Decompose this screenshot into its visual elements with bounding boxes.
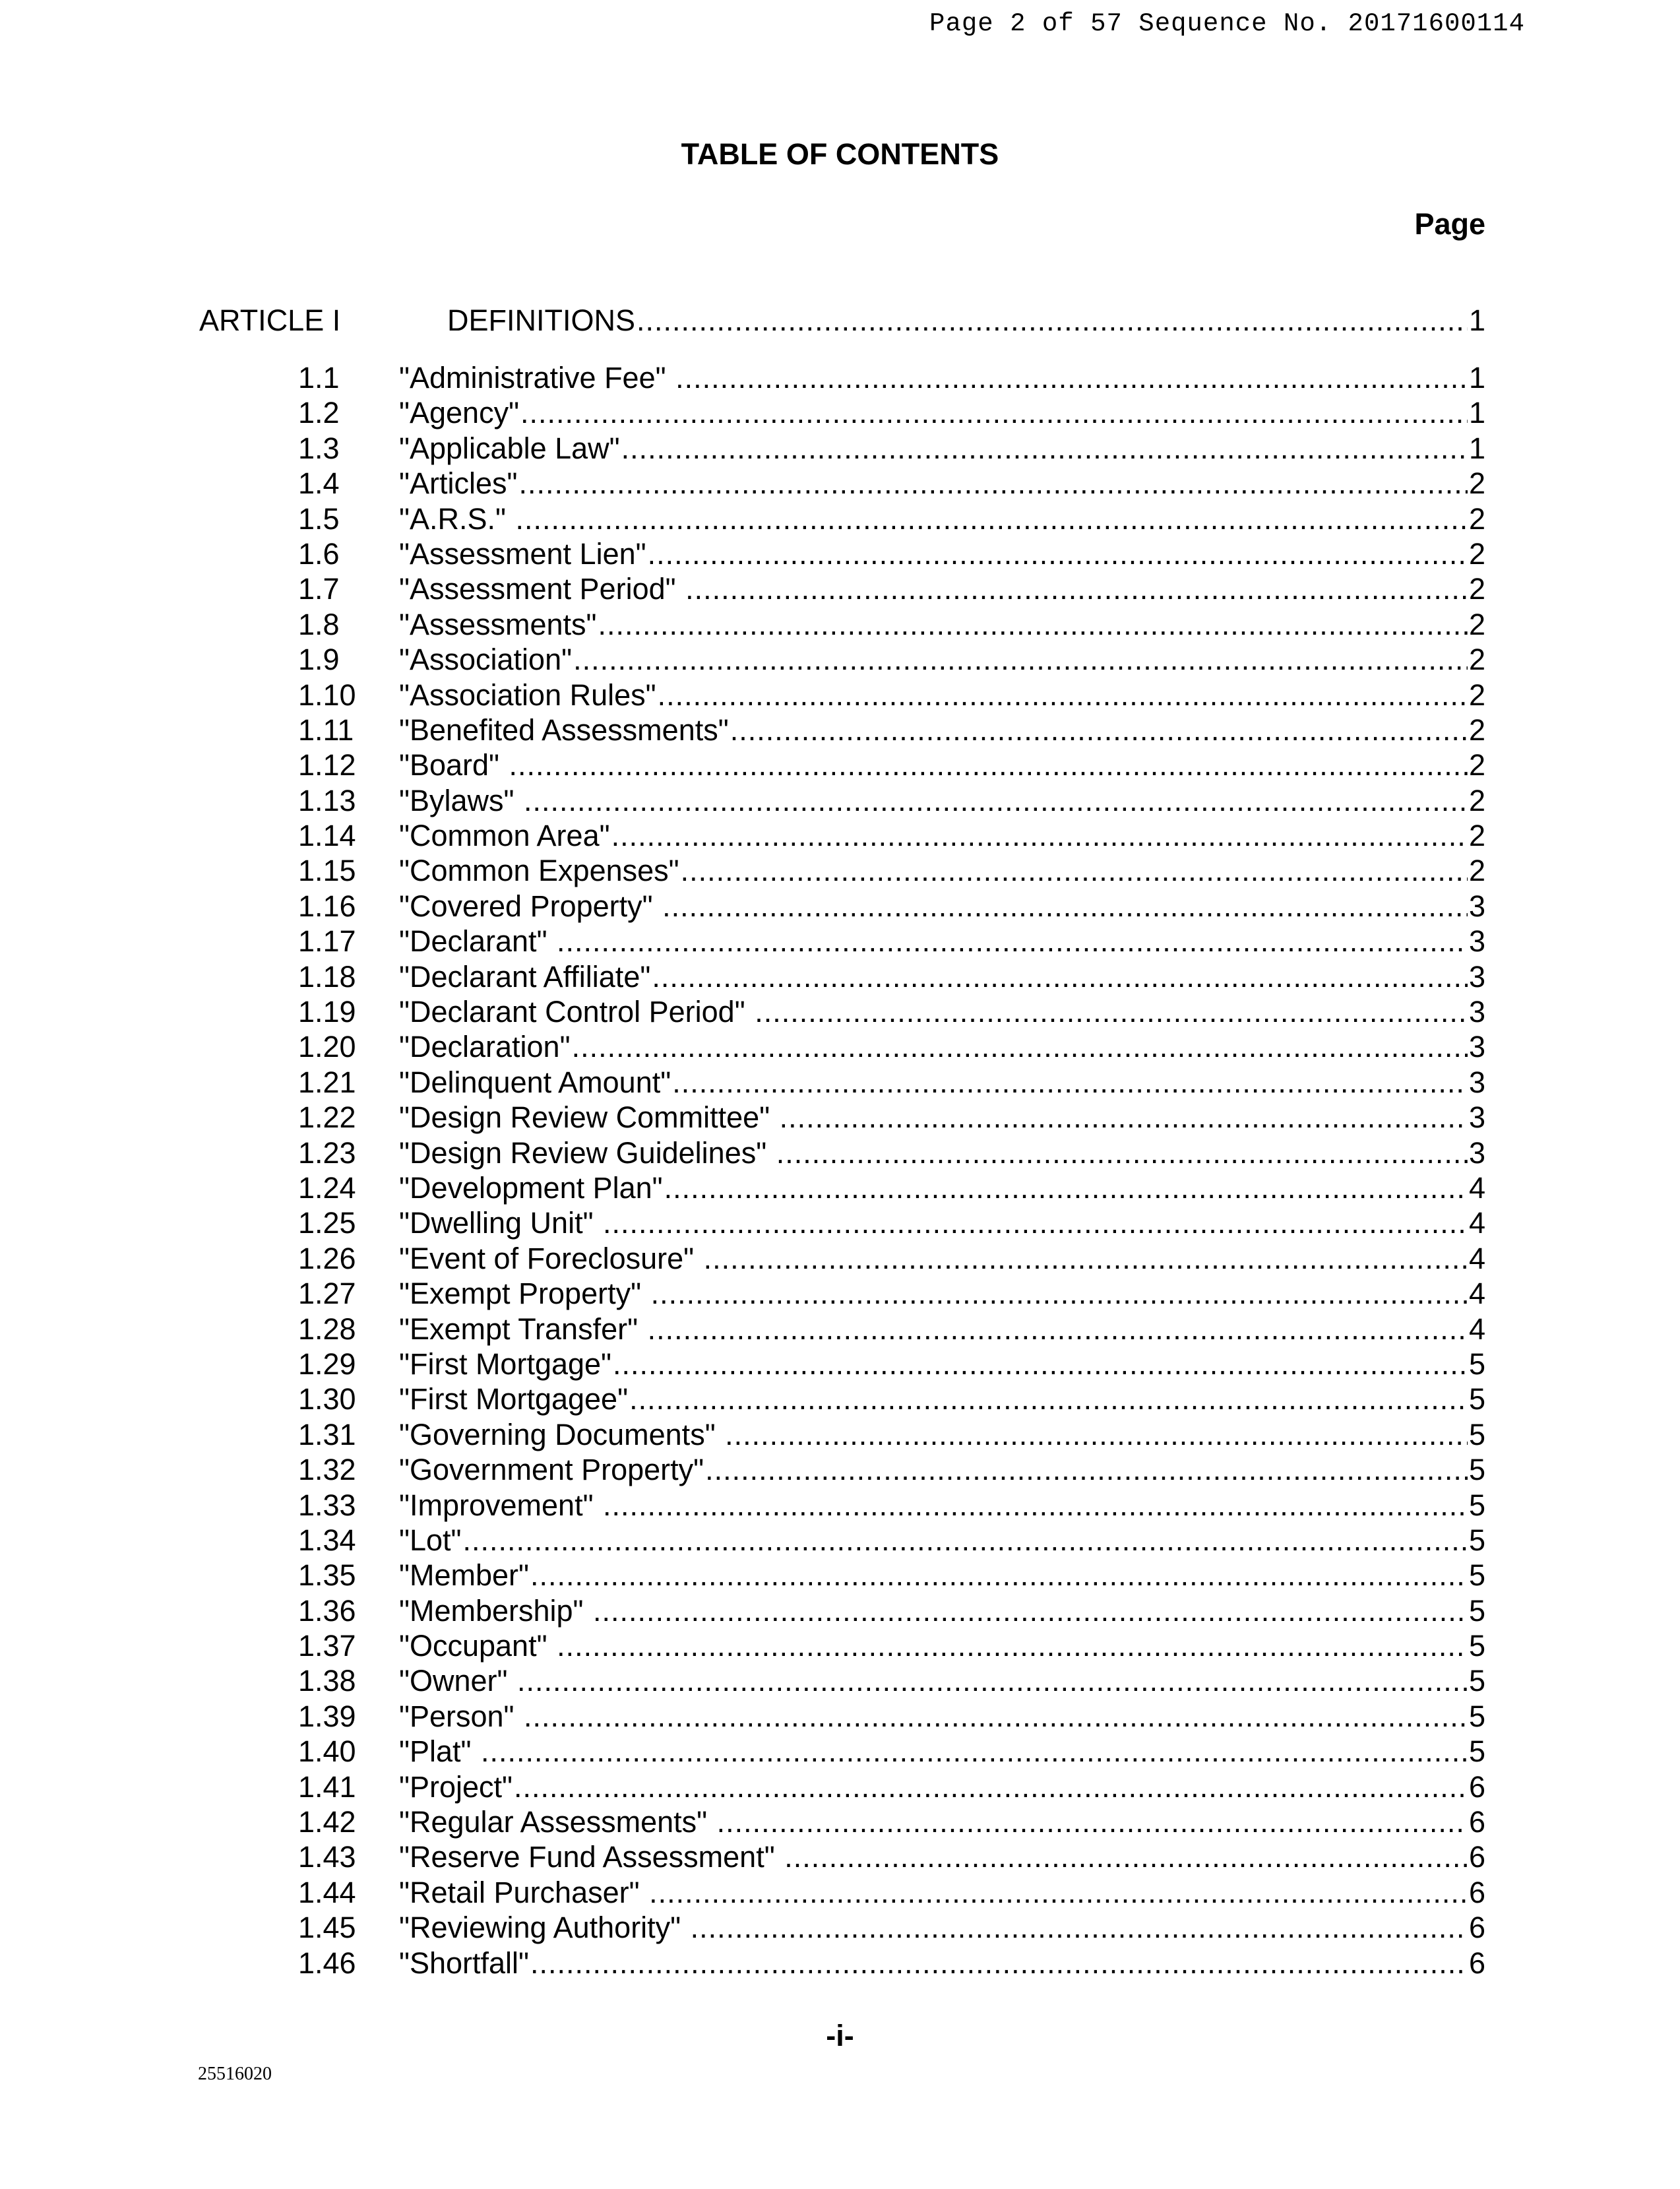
toc-entry[interactable]	[0, 1946, 1680, 1981]
dot-leader	[691, 1910, 1468, 1945]
entry-line	[399, 818, 1485, 853]
entry-line	[399, 1804, 1485, 1839]
entry-number: 1.18	[298, 959, 356, 994]
dot-leader	[629, 1381, 1468, 1416]
toc-entry[interactable]	[0, 1205, 1680, 1240]
entry-number: 1.40	[298, 1734, 356, 1769]
dot-leader	[648, 536, 1468, 571]
entry-line	[399, 1312, 1485, 1347]
entry-number: 1.41	[298, 1769, 356, 1804]
entry-page-number: 2	[1468, 643, 1485, 677]
entry-title: "Association Rules"	[399, 678, 656, 712]
dot-leader	[603, 1205, 1468, 1240]
entry-title: "Reserve Fund Assessment"	[399, 1840, 784, 1874]
entry-page-number: 1	[1468, 431, 1485, 465]
dot-leader	[524, 1699, 1468, 1734]
entry-line	[399, 395, 1485, 430]
dot-leader	[664, 1170, 1468, 1205]
dot-leader	[524, 783, 1468, 818]
entry-line	[399, 1241, 1485, 1276]
article-title-line	[447, 303, 1485, 338]
entry-number: 1.8	[298, 607, 340, 641]
entry-line	[399, 1347, 1485, 1381]
toc-entry[interactable]	[0, 889, 1680, 924]
entry-line	[399, 1699, 1485, 1734]
entry-page-number: 2	[1468, 572, 1485, 606]
entry-number: 1.10	[298, 678, 356, 712]
entry-number: 1.17	[298, 924, 356, 959]
dot-leader	[717, 1804, 1468, 1839]
entry-title: "Assessment Lien"	[399, 536, 646, 571]
entry-number: 1.21	[298, 1065, 356, 1099]
toc-entry[interactable]	[0, 1488, 1680, 1523]
entry-page-number: 5	[1468, 1593, 1485, 1628]
entry-line	[399, 1946, 1485, 1981]
toc-entry[interactable]	[0, 1875, 1680, 1910]
dot-leader	[681, 853, 1468, 888]
dot-leader	[613, 1347, 1468, 1381]
entry-number: 1.32	[298, 1453, 356, 1487]
entry-page-number: 2	[1468, 783, 1485, 817]
entry-title: "Shortfall"	[399, 1946, 530, 1980]
entry-page-number: 2	[1468, 748, 1485, 782]
entry-page-number: 3	[1468, 1135, 1485, 1170]
dot-leader	[516, 501, 1468, 536]
toc-entry[interactable]	[0, 1734, 1680, 1769]
entry-title: "Agency"	[399, 396, 520, 430]
entry-title: "First Mortgagee"	[399, 1382, 629, 1416]
dot-leader	[603, 1488, 1468, 1523]
entry-page-number: 5	[1468, 1417, 1485, 1451]
entry-number: 1.19	[298, 995, 356, 1029]
entry-line	[399, 959, 1485, 994]
article-label: ARTICLE I	[199, 303, 341, 337]
entry-page-number: 2	[1468, 466, 1485, 501]
entry-title: "Benefited Assessments"	[399, 713, 729, 747]
dot-leader	[705, 1452, 1468, 1487]
dot-leader	[514, 1769, 1468, 1804]
toc-entry[interactable]	[0, 1276, 1680, 1311]
entry-title: "Reviewing Authority"	[399, 1911, 689, 1945]
toc-entry[interactable]	[0, 747, 1680, 782]
entry-number: 1.4	[298, 466, 340, 501]
entry-number: 1.25	[298, 1206, 356, 1240]
entry-title: "Retail Purchaser"	[399, 1875, 648, 1909]
dot-leader	[598, 607, 1468, 642]
entry-page-number: 5	[1468, 1347, 1485, 1381]
entry-number: 1.39	[298, 1699, 356, 1733]
toc-entry[interactable]	[0, 571, 1680, 606]
dot-leader	[658, 678, 1468, 713]
entry-number: 1.3	[298, 431, 340, 465]
entry-title: "Occupant"	[399, 1629, 556, 1663]
entry-line	[399, 1100, 1485, 1135]
dot-leader	[651, 1276, 1468, 1311]
entry-number: 1.42	[298, 1805, 356, 1839]
entry-page-number: 2	[1468, 713, 1485, 747]
entry-page-number: 5	[1468, 1523, 1485, 1557]
toc-entry[interactable]	[0, 1663, 1680, 1698]
entry-number: 1.26	[298, 1241, 356, 1275]
entry-number: 1.12	[298, 748, 356, 782]
toc-entry[interactable]	[0, 536, 1680, 571]
page-column-heading: Page	[1414, 207, 1485, 241]
dot-leader	[517, 1663, 1468, 1698]
toc-entry[interactable]	[0, 395, 1680, 430]
entry-number: 1.35	[298, 1558, 356, 1593]
entry-title: "Lot"	[399, 1523, 462, 1557]
entry-line	[399, 1875, 1485, 1910]
entry-page-number: 3	[1468, 1030, 1485, 1064]
toc-entry[interactable]	[0, 1593, 1680, 1628]
entry-number: 1.7	[298, 572, 340, 606]
entry-number: 1.34	[298, 1523, 356, 1557]
dot-leader	[704, 1241, 1468, 1276]
entry-line	[399, 431, 1485, 466]
document-id: 25516020	[198, 2064, 272, 2084]
dot-leader	[730, 713, 1468, 747]
entry-title: "Government Property"	[399, 1453, 704, 1487]
entry-line	[399, 501, 1485, 536]
entry-line	[399, 924, 1485, 959]
entry-number: 1.20	[298, 1030, 356, 1064]
entry-title: "Declarant Affiliate"	[399, 959, 651, 994]
toc-entry[interactable]	[0, 1381, 1680, 1416]
toc-entry[interactable]	[0, 959, 1680, 994]
entry-line	[399, 1205, 1485, 1240]
entry-title: "Design Review Committee"	[399, 1100, 778, 1135]
dot-leader	[530, 1946, 1468, 1981]
entry-number: 1.2	[298, 396, 340, 430]
dot-leader	[685, 571, 1468, 606]
entry-number: 1.15	[298, 854, 356, 888]
toc-entry[interactable]	[0, 1100, 1680, 1135]
entry-title: "Owner"	[399, 1664, 516, 1698]
dot-leader	[509, 747, 1468, 782]
article-heading[interactable]	[0, 303, 1680, 343]
entry-title: "Plat"	[399, 1734, 480, 1769]
entry-title: "Membership"	[399, 1593, 592, 1628]
entry-number: 1.38	[298, 1664, 356, 1698]
toc-entry[interactable]	[0, 1804, 1680, 1839]
dot-leader	[463, 1523, 1468, 1558]
toc-entry[interactable]	[0, 1910, 1680, 1945]
dot-leader	[573, 642, 1468, 677]
entry-number: 1.43	[298, 1840, 356, 1874]
toc-entry[interactable]	[0, 360, 1680, 395]
dot-leader	[481, 1734, 1468, 1769]
entry-page-number: 2	[1468, 607, 1485, 641]
entry-number: 1.31	[298, 1417, 356, 1451]
entry-number: 1.28	[298, 1312, 356, 1346]
entry-line	[399, 1558, 1485, 1593]
dot-leader	[572, 1029, 1468, 1064]
toc-entries	[0, 360, 1680, 1981]
entry-page-number: 5	[1468, 1734, 1485, 1769]
entry-page-number: 5	[1468, 1699, 1485, 1733]
entry-line	[399, 678, 1485, 713]
entry-line	[399, 1523, 1485, 1558]
entry-title: "Governing Documents"	[399, 1417, 724, 1451]
toc-entry[interactable]	[0, 1241, 1680, 1276]
entry-line	[399, 1029, 1485, 1064]
dot-leader	[675, 360, 1468, 395]
toc-entry[interactable]	[0, 607, 1680, 642]
entry-line	[399, 1170, 1485, 1205]
entry-number: 1.6	[298, 536, 340, 571]
dot-leader	[755, 994, 1468, 1029]
entry-page-number: 1	[1468, 361, 1485, 395]
entry-page-number: 4	[1468, 1277, 1485, 1311]
entry-line	[399, 466, 1485, 501]
entry-number: 1.29	[298, 1347, 356, 1381]
entry-page-number: 2	[1468, 501, 1485, 536]
entry-number: 1.36	[298, 1593, 356, 1628]
entry-page-number: 1	[1468, 396, 1485, 430]
toc-entry[interactable]	[0, 1417, 1680, 1452]
entry-title: "Regular Assessments"	[399, 1805, 716, 1839]
entry-number: 1.1	[298, 361, 340, 395]
entry-title: "Association"	[399, 643, 573, 677]
entry-page-number: 2	[1468, 854, 1485, 888]
entry-title: "Common Expenses"	[399, 854, 679, 888]
entry-number: 1.33	[298, 1488, 356, 1522]
toc-entry[interactable]	[0, 1628, 1680, 1663]
dot-leader	[780, 1100, 1468, 1135]
entry-page-number: 5	[1468, 1382, 1485, 1416]
entry-line	[399, 1663, 1485, 1698]
entry-line	[399, 1593, 1485, 1628]
dot-leader	[593, 1593, 1468, 1628]
toc-entry[interactable]	[0, 1452, 1680, 1487]
entry-page-number: 2	[1468, 819, 1485, 853]
dot-leader	[518, 466, 1467, 501]
entry-number: 1.16	[298, 889, 356, 923]
entry-number: 1.24	[298, 1170, 356, 1205]
footer-page-number: -i-	[826, 2019, 854, 2052]
dot-leader	[662, 889, 1468, 924]
dot-leader	[725, 1417, 1468, 1452]
entry-title: "Bylaws"	[399, 783, 522, 817]
entry-number: 1.13	[298, 783, 356, 817]
entry-page-number: 5	[1468, 1558, 1485, 1593]
article-title: DEFINITIONS	[447, 303, 636, 337]
entry-number: 1.45	[298, 1911, 356, 1945]
entry-page-number: 3	[1468, 1065, 1485, 1099]
entry-title: "Assessments"	[399, 607, 597, 641]
dot-leader	[672, 1065, 1468, 1100]
entry-title: "Declarant"	[399, 924, 556, 959]
entry-page-number: 5	[1468, 1453, 1485, 1487]
entry-line	[399, 1135, 1485, 1170]
entry-line	[399, 607, 1485, 642]
entry-title: "Declaration"	[399, 1030, 571, 1064]
dot-leader	[784, 1839, 1468, 1874]
entry-page-number: 6	[1468, 1911, 1485, 1945]
entry-page-number: 3	[1468, 1100, 1485, 1135]
entry-page-number: 5	[1468, 1664, 1485, 1698]
entry-line	[399, 994, 1485, 1029]
dot-leader	[652, 959, 1468, 994]
entry-page-number: 4	[1468, 1206, 1485, 1240]
document-title: TABLE OF CONTENTS	[681, 137, 999, 171]
dot-leader	[557, 1628, 1468, 1663]
entry-title: "Improvement"	[399, 1488, 602, 1522]
dot-leader	[649, 1875, 1468, 1910]
entry-page-number: 6	[1468, 1946, 1485, 1980]
entry-title: "Dwelling Unit"	[399, 1206, 602, 1240]
entry-title: "Delinquent Amount"	[399, 1065, 671, 1099]
toc-entry[interactable]	[0, 1839, 1680, 1874]
entry-title: "First Mortgage"	[399, 1347, 612, 1381]
toc-entry[interactable]	[0, 994, 1680, 1029]
toc-entry[interactable]	[0, 1769, 1680, 1804]
toc-entry[interactable]	[0, 642, 1680, 677]
dot-leader	[776, 1135, 1468, 1170]
entry-title: "Administrative Fee"	[399, 361, 675, 395]
entry-title: "Person"	[399, 1699, 523, 1733]
entry-title: "Exempt Property"	[399, 1277, 650, 1311]
toc-entry[interactable]	[0, 431, 1680, 466]
dot-leader	[648, 1312, 1468, 1347]
entry-line	[399, 1628, 1485, 1663]
entry-page-number: 2	[1468, 536, 1485, 571]
entry-line	[399, 1276, 1485, 1311]
entry-line	[399, 889, 1485, 924]
entry-title: "Design Review Guidelines"	[399, 1135, 775, 1170]
entry-line	[399, 360, 1485, 395]
entry-line	[399, 1769, 1485, 1804]
entry-line	[399, 1381, 1485, 1416]
entry-line	[399, 1452, 1485, 1487]
entry-title: "A.R.S."	[399, 501, 514, 536]
entry-title: "Exempt Transfer"	[399, 1312, 646, 1346]
entry-title: "Board"	[399, 748, 508, 782]
entry-line	[399, 853, 1485, 888]
dot-leader	[530, 1558, 1468, 1593]
entry-page-number: 6	[1468, 1805, 1485, 1839]
toc-entry[interactable]	[0, 713, 1680, 747]
entry-number: 1.11	[298, 713, 354, 747]
toc-entry[interactable]	[0, 1523, 1680, 1558]
entry-number: 1.46	[298, 1946, 356, 1980]
entry-number: 1.37	[298, 1629, 356, 1663]
entry-title: "Assessment Period"	[399, 572, 685, 606]
entry-line	[399, 536, 1485, 571]
toc-entry[interactable]	[0, 678, 1680, 713]
entry-page-number: 5	[1468, 1629, 1485, 1663]
entry-line	[399, 713, 1485, 747]
entry-number: 1.9	[298, 643, 340, 677]
dot-leader	[621, 431, 1468, 466]
entry-line	[399, 571, 1485, 606]
article-page-number: 1	[1468, 303, 1485, 337]
entry-page-number: 3	[1468, 924, 1485, 959]
toc-entry[interactable]	[0, 501, 1680, 536]
page-header: Page 2 of 57 Sequence No. 20171600114	[929, 9, 1525, 38]
entry-page-number: 3	[1468, 889, 1485, 923]
toc-entry[interactable]	[0, 1699, 1680, 1734]
entry-line	[399, 1734, 1485, 1769]
entry-line	[399, 1839, 1485, 1874]
entry-title: "Member"	[399, 1558, 529, 1593]
toc-entry[interactable]	[0, 818, 1680, 853]
entry-number: 1.22	[298, 1100, 356, 1135]
entry-title: "Development Plan"	[399, 1170, 663, 1205]
toc-entry[interactable]	[0, 1029, 1680, 1064]
toc-entry[interactable]	[0, 1065, 1680, 1100]
dot-leader	[520, 395, 1468, 430]
toc-entry[interactable]	[0, 1558, 1680, 1593]
dot-leader	[637, 303, 1468, 338]
entry-title: "Articles"	[399, 466, 518, 501]
entry-number: 1.23	[298, 1135, 356, 1170]
entry-title: "Common Area"	[399, 819, 610, 853]
toc-entry[interactable]	[0, 853, 1680, 888]
entry-number: 1.27	[298, 1277, 356, 1311]
entry-page-number: 6	[1468, 1769, 1485, 1804]
entry-title: "Declarant Control Period"	[399, 995, 754, 1029]
entry-number: 1.30	[298, 1382, 356, 1416]
entry-title: "Event of Foreclosure"	[399, 1241, 702, 1275]
dot-leader	[611, 818, 1468, 853]
entry-title: "Covered Property"	[399, 889, 662, 923]
entry-page-number: 3	[1468, 995, 1485, 1029]
entry-page-number: 3	[1468, 959, 1485, 994]
entry-page-number: 6	[1468, 1875, 1485, 1909]
entry-page-number: 5	[1468, 1488, 1485, 1522]
entry-line	[399, 1910, 1485, 1945]
entry-page-number: 4	[1468, 1170, 1485, 1205]
toc-entry[interactable]	[0, 1347, 1680, 1381]
entry-title: "Applicable Law"	[399, 431, 620, 465]
entry-page-number: 4	[1468, 1241, 1485, 1275]
entry-number: 1.44	[298, 1875, 356, 1909]
entry-line	[399, 1065, 1485, 1100]
entry-line	[399, 747, 1485, 782]
toc-entry[interactable]	[0, 783, 1680, 818]
toc-entry[interactable]	[0, 1312, 1680, 1347]
entry-line	[399, 1417, 1485, 1452]
entry-page-number: 6	[1468, 1840, 1485, 1874]
entry-line	[399, 642, 1485, 677]
dot-leader	[557, 924, 1468, 959]
toc-entry[interactable]	[0, 466, 1680, 501]
toc-entry[interactable]	[0, 1135, 1680, 1170]
entry-number: 1.14	[298, 819, 356, 853]
entry-line	[399, 1488, 1485, 1523]
toc-entry[interactable]	[0, 1170, 1680, 1205]
entry-number: 1.5	[298, 501, 340, 536]
entry-line	[399, 783, 1485, 818]
toc-entry[interactable]	[0, 924, 1680, 959]
entry-page-number: 2	[1468, 678, 1485, 712]
entry-title: "Project"	[399, 1769, 513, 1804]
entry-page-number: 4	[1468, 1312, 1485, 1346]
